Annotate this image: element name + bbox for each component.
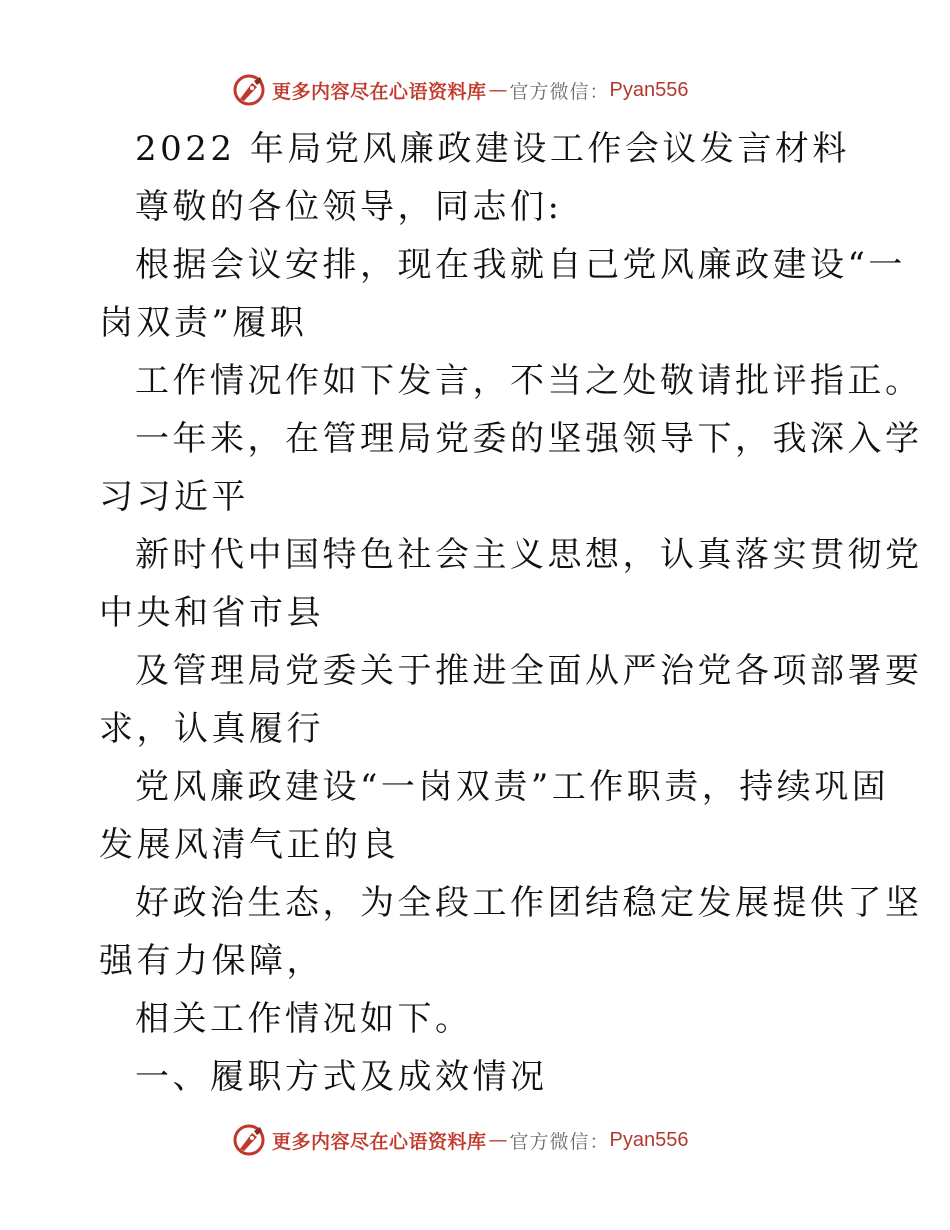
pen-nib-logo-icon xyxy=(232,1123,266,1157)
body-line: 中央和省市县 xyxy=(99,593,324,633)
body-line: 一年来，在管理局党委的坚强领导下，我深入学 xyxy=(135,419,923,459)
banner-dash: — xyxy=(488,79,508,101)
header-watermark-banner xyxy=(232,72,689,108)
footer-watermark-banner xyxy=(232,1122,689,1158)
body-line: 发展风清气正的良 xyxy=(99,825,399,865)
body-line: 求，认真履行 xyxy=(99,709,324,749)
section-heading: 一、履职方式及成效情况 xyxy=(135,1057,548,1097)
body-line: 党风廉政建设“一岗双责”工作职责，持续巩固 xyxy=(135,767,890,807)
banner-dash: — xyxy=(488,1129,508,1151)
banner-site-name: 更多内容尽在心语资料库 xyxy=(272,1130,487,1153)
banner-wechat-account: Pyan556 xyxy=(609,78,689,101)
salutation-line: 尊敬的各位领导，同志们: xyxy=(135,187,563,227)
body-line: 强有力保障， xyxy=(99,941,324,981)
body-line: 岗双责”履职 xyxy=(99,303,308,343)
body-line: 好政治生态，为全段工作团结稳定发展提供了坚 xyxy=(135,883,923,923)
document-body xyxy=(99,120,923,1106)
banner-wechat-account: Pyan556 xyxy=(609,1128,689,1151)
body-line: 根据会议安排，现在我就自己党风廉政建设“一 xyxy=(135,245,906,285)
pen-nib-logo-icon xyxy=(232,73,266,107)
body-line: 工作情况作如下发言，不当之处敬请批评指正。 xyxy=(135,361,923,401)
banner-site-name: 更多内容尽在心语资料库 xyxy=(272,80,487,103)
body-line: 习习近平 xyxy=(99,477,249,517)
body-line: 新时代中国特色社会主义思想，认真落实贯彻党 xyxy=(135,535,923,575)
body-line: 相关工作情况如下。 xyxy=(135,999,473,1039)
banner-wechat-label: 官方微信： xyxy=(509,80,610,103)
document-title: 2022 年局党风廉政建设工作会议发言材料 xyxy=(135,129,850,169)
banner-wechat-label: 官方微信： xyxy=(509,1130,610,1153)
body-line: 及管理局党委关于推进全面从严治党各项部署要 xyxy=(135,651,923,691)
